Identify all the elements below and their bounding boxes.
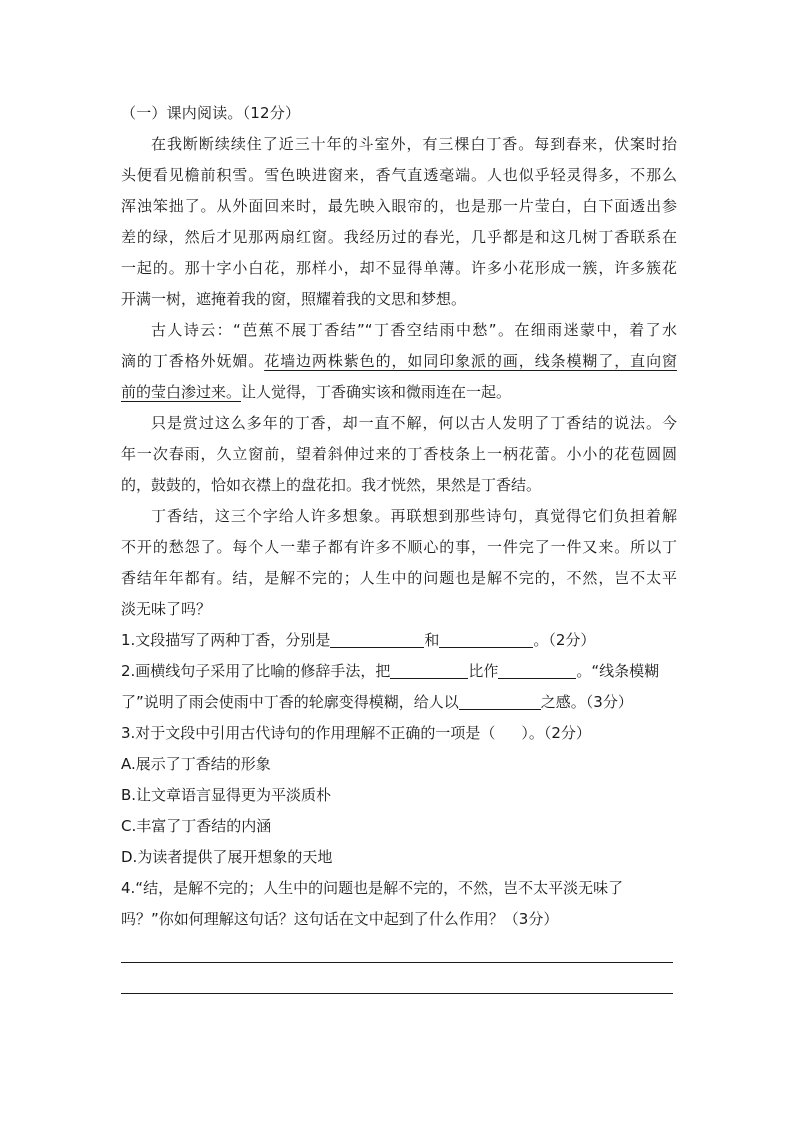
section-heading: （一）课内阅读。（12分） (121, 104, 301, 122)
question-4 (121, 873, 677, 935)
paragraph-line: 淡无味了吗？ (121, 600, 212, 618)
answer-blank[interactable] (390, 662, 468, 679)
question-text: 。（2分） (533, 631, 596, 649)
option-a[interactable]: A.展示了丁香结的形象 (121, 755, 271, 773)
paragraph-line (121, 377, 677, 408)
option-d[interactable]: D.为读者提供了展开想象的天地 (121, 848, 333, 866)
paragraph-line: 古人诗云：“芭蕉不展丁香结”“丁香空结雨中愁”。在细雨迷蒙中，着了水 (151, 321, 677, 339)
question-line (121, 656, 677, 687)
option-b[interactable]: B.让文章语言显得更为平淡质朴 (121, 786, 332, 804)
paragraph-1 (121, 129, 677, 315)
question-text: ）。（2分） (521, 724, 591, 742)
answer-blank[interactable] (459, 693, 541, 710)
paragraph-line: 的，鼓鼓的，恰如衣襟上的盘花扣。我才恍然，果然是丁香结。 (121, 476, 542, 494)
paragraph-line: 一起的。那十字小白花，那样小，却不显得单薄。许多小花形成一簇，许多簇花 (121, 259, 677, 277)
paragraph-line: 丁香结，这三个字给人许多想象。再联想到那些诗句，真觉得它们负担着解 (151, 507, 677, 525)
question-line: 吗？”你如何理解这句话？这句话在文中起到了什么作用？（3分） (121, 910, 559, 928)
paragraph-3 (121, 408, 677, 501)
answer-blank[interactable] (439, 631, 533, 648)
paragraph-line: 在我断断续续住了近三十年的斗室外，有三棵白丁香。每到春来，伏案时抬 (151, 135, 677, 153)
underlined-sentence: 花墙边两株紫色的，如同印象派的画，线条模糊了，直向窗 (264, 352, 677, 370)
plain-text: 滴的丁香格外妩媚。 (121, 352, 265, 370)
answer-blank[interactable] (330, 631, 424, 648)
question-3 (121, 718, 677, 873)
option-c[interactable]: C.丰富了丁香结的内涵 (121, 817, 272, 835)
answer-line[interactable] (121, 962, 673, 963)
question-line (121, 687, 677, 718)
question-text: 和 (424, 631, 440, 649)
reading-section (121, 98, 677, 935)
question-line: 4.“结，是解不完的；人生中的问题也是解不完的，不然，岂不太平淡无味了 (121, 879, 624, 897)
question-text: 比作 (468, 662, 499, 680)
plain-text: 让人觉得，丁香确实该和微雨连在一起。 (241, 383, 512, 401)
answer-line[interactable] (121, 993, 673, 994)
question-text: 了”说明了雨会使雨中丁香的轮廓变得模糊，给人以 (121, 693, 459, 711)
paragraph-2 (121, 315, 677, 408)
paragraph-line: 年一次春雨，久立窗前，望着斜伸过来的丁香枝条上一柄花蕾。小小的花苞圆圆 (121, 445, 677, 463)
underlined-sentence: 前的莹白渗过来。 (121, 383, 242, 401)
paragraph-line: 不开的愁怨了。每个人一辈子都有许多不顺心的事，一件完了一件又来。所以丁 (121, 538, 677, 556)
question-line (121, 718, 677, 749)
question-text: 。“线条模糊 (576, 662, 660, 680)
paragraph-line: 只是赏过这么多年的丁香，却一直不解，何以古人发明了丁香结的说法。今 (151, 414, 677, 432)
question-1 (121, 625, 677, 656)
paragraph-line: 头便看见檐前积雪。雪色映进窗来，香气直透毫端。人也似乎轻灵得多，不那么 (121, 166, 677, 184)
paragraph-line (121, 346, 677, 377)
question-2 (121, 656, 677, 718)
question-text: 1.文段描写了两种丁香，分别是 (121, 631, 331, 649)
paragraph-line: 香结年年都有。结，是解不完的；人生中的问题也是解不完的，不然，岂不太平 (121, 569, 677, 587)
paragraph-line: 开满一树，遮掩着我的窗，照耀着我的文思和梦想。 (121, 290, 467, 308)
question-text: 3.对于文段中引用古代诗句的作用理解不正确的一项是（ (121, 724, 496, 742)
paragraph-line: 浑浊笨拙了。从外面回来时，最先映入眼帘的，也是那一片莹白，白下面透出参 (121, 197, 677, 215)
question-text: 之感。（3分） (540, 693, 633, 711)
question-text: 2.画横线句子采用了比喻的修辞手法，把 (121, 662, 391, 680)
answer-blank[interactable] (498, 662, 576, 679)
paragraph-line: 差的绿，然后才见那两扇红窗。我经历过的春光，几乎都是和这几树丁香联系在 (121, 228, 677, 246)
paragraph-4 (121, 501, 677, 625)
